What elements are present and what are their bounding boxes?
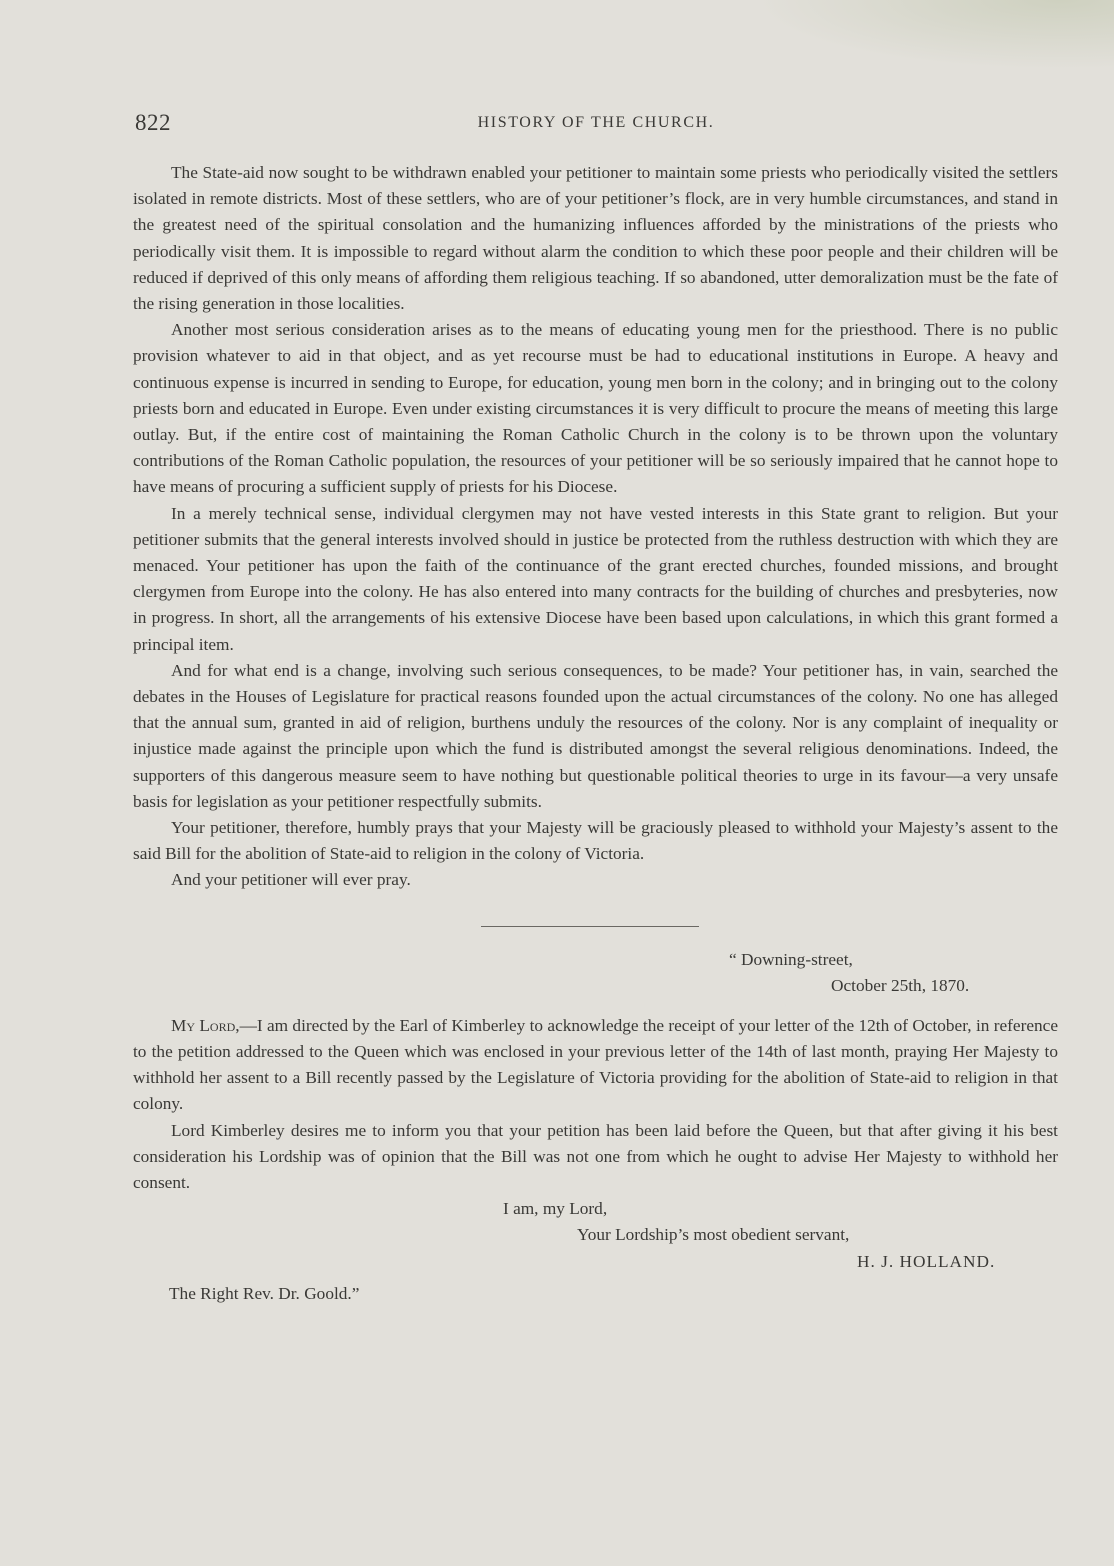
petition-paragraph: Your petitioner, therefore, humbly prays that your Majesty will be graciously pleased to withhold your Majesty’s assent to the said Bill for the abolition of State-aid to religion in the colony of Victoria. [133, 818, 1058, 864]
petition-paragraph: And for what end is a change, involving such serious consequences, to be made? Your petitioner has, in vain, searched the debates in the Houses of Legislature for practical reasons founded upon the actual circumstances of the colony. No one has alleged that the annual sum, granted in aid of religion, burthens unduly the resources of the colony. Nor is any complaint of inequality or injustice made against the principle upon which the fund is distributed amongst the several religious denominations. Indeed, the supporters of this dangerous measure seem to have nothing but questionable political theories to urge in its favour—a very unsafe basis for legislation as your petitioner respectfully submits. [133, 660, 1058, 811]
petition-paragraph: Another most serious consideration arises as to the means of educating young men for the priesthood. There is no public provision whatever to aid in that object, and as yet recourse must be had to educational institutions in Europe. A heavy and continuous expense is incurred in sending to Europe, for education, young men born in the colony; and in bringing out to the colony priests born and educated in Europe. Even under existing circumstances it is very difficult to procure the means of meeting this large outlay. But, if the entire cost of maintaining the Roman Catholic Church in the colony is to be thrown upon the voluntary contributions of the Roman Catholic population, the resources of your petitioner will be so seriously impaired that he cannot hope to have means of procuring a sufficient supply of priests for his Diocese. [133, 320, 1058, 497]
letter-paragraph: Lord Kimberley desires me to inform you that your petition has been laid before the Queen, but that after giving it his best consideration his Lordship was of opinion that the Bill was not one from which he ought to advise Her Majesty to withhold her consent. [133, 1120, 1058, 1192]
page-discoloration [754, 0, 1114, 70]
letter-paragraph-text: —I am directed by the Earl of Kimberley to acknowledge the receipt of your letter of the 12th of October, in reference to the petition addressed to the Queen which was enclosed in your previous letter of the 14th of last month, praying Her Majesty to withhold her assent to a Bill recently passed by the Legislature of Victoria providing for the abolition of State-aid to religion in that colony. [133, 1015, 1058, 1114]
letter-date: October 25th, 1870. [831, 975, 970, 995]
running-head [135, 110, 1057, 140]
letter-place: “ Downing-street, [729, 949, 853, 969]
petition-paragraph: The State-aid now sought to be withdrawn enabled your petitioner to maintain some priests who periodically visited the settlers isolated in remote districts. Most of these settlers, who are of your petitioner’s flock, are in very humble circumstances, and stand in the greatest need of the spiritual consolation and the humanizing influences afforded by the ministrations of the priests who periodically visit them. It is impossible to regard without alarm the condition to which these poor people and their children will be reduced if deprived of this only means of affording them religious teaching. If so abandoned, utter demoralization must be the fate of the rising generation in those localities. [133, 163, 1058, 314]
letter-paragraph [133, 1013, 1058, 1118]
letter-signature: H. J. HOLLAND. [857, 1251, 996, 1271]
page-number: 822 [135, 110, 171, 135]
petition-paragraph: In a merely technical sense, individual clergymen may not have vested interests in this State grant to religion. But your petitioner submits that the general interests involved should in justice be protected from the ruthless destruction with which they are menaced. Your petitioner has upon the faith of the continuance of the grant erected churches, founded missions, and brought clergymen from Europe into the colony. He has also entered into many contracts for the building of churches and presbyteries, now in progress. In short, all the arrangements of his extensive Diocese have been based upon calculations, in which this grant formed a principal item. [133, 503, 1058, 654]
letter-heading [133, 947, 1058, 1007]
letter-closing: I am, my Lord, [503, 1199, 608, 1219]
letter-closing-servant: Your Lordship’s most obedient servant, [577, 1225, 850, 1245]
letter-addressee: The Right Rev. Dr. Goold.” [169, 1283, 360, 1303]
section-divider [481, 926, 699, 927]
page-body [133, 160, 1058, 1307]
running-title: HISTORY OF THE CHURCH. [477, 114, 715, 131]
petition-closing: And your petitioner will ever pray. [171, 870, 411, 890]
letter-salutation: My Lord, [171, 1015, 240, 1035]
